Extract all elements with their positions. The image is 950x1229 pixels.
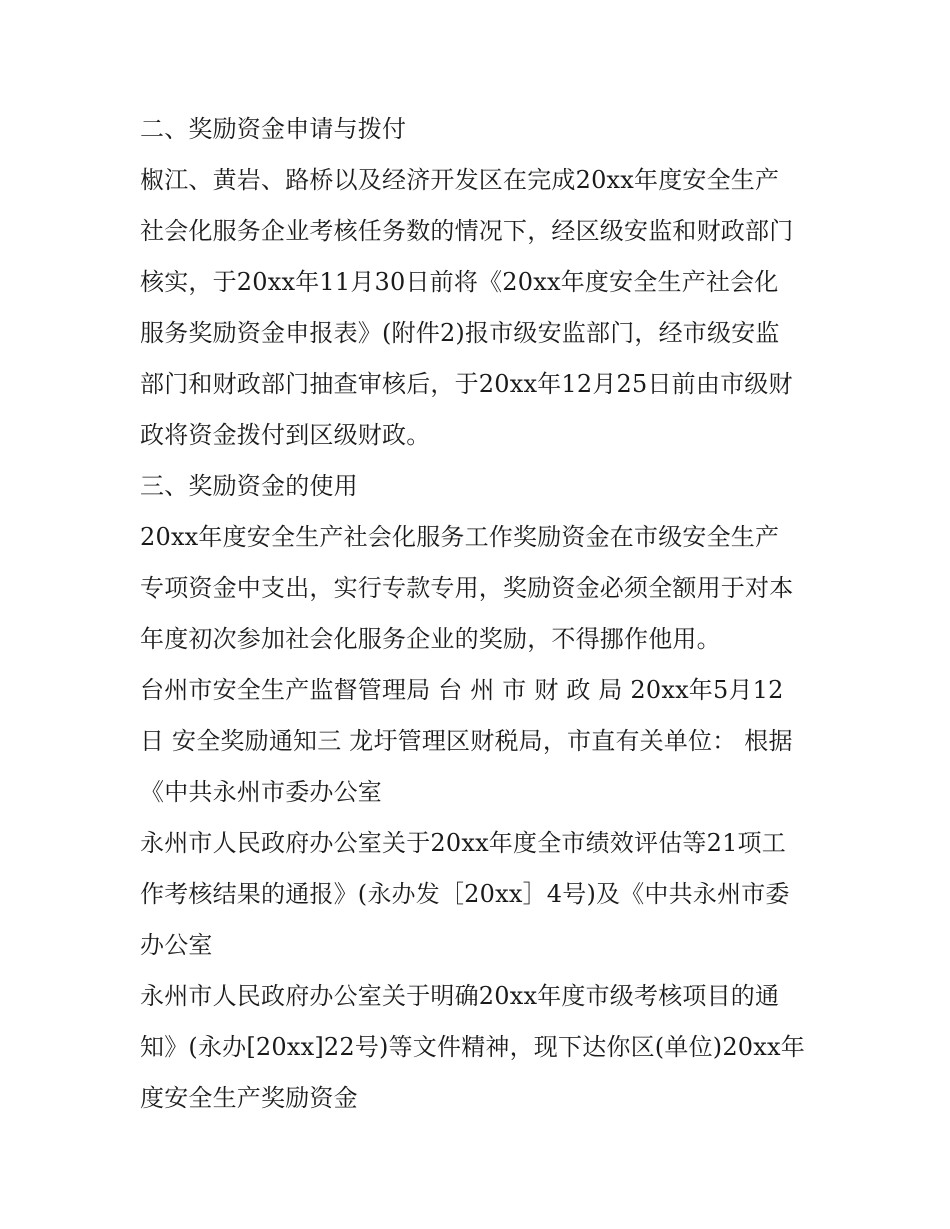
paragraph-line: 部门和财政部门抽查审核后，于20xx年12月25日前由市级财 xyxy=(140,370,793,398)
paragraph-line: 社会化服务企业考核任务数的情况下，经区级安监和财政部门 xyxy=(140,217,794,245)
paragraph-line: 日 安全奖励通知三 龙圩管理区财税局，市直有关单位： 根据 xyxy=(140,727,793,755)
section-heading-2: 二、奖励资金申请与拨付 xyxy=(140,115,407,143)
signature-line: 台州市安全生产监督管理局 台 州 市 财 政 局 20xx年5月12 xyxy=(140,676,784,704)
paragraph-line: 知》(永办[20xx]22号)等文件精神，现下达你区(单位)20xx年 xyxy=(140,1033,805,1061)
paragraph-line: 椒江、黄岩、路桥以及经济开发区在完成20xx年度安全生产 xyxy=(140,166,780,194)
paragraph-line: 服务奖励资金申报表》(附件2)报市级安监部门，经市级安监 xyxy=(140,319,780,347)
paragraph-line: 核实，于20xx年11月30日前将《20xx年度安全生产社会化 xyxy=(140,268,779,296)
paragraph-line: 20xx年度安全生产社会化服务工作奖励资金在市级安全生产 xyxy=(140,523,780,551)
paragraph-line: 作考核结果的通报》(永办发［20xx］4号)及《中共永州市委 xyxy=(140,880,790,908)
document-body xyxy=(140,104,820,1124)
paragraph-line: 度安全生产奖励资金 xyxy=(140,1084,358,1112)
paragraph-line: 政将资金拨付到区级财政。 xyxy=(140,421,431,449)
paragraph-line: 《中共永州市委办公室 xyxy=(140,778,382,806)
section-heading-3: 三、奖励资金的使用 xyxy=(140,472,358,500)
paragraph-line: 年度初次参加社会化服务企业的奖励，不得挪作他用。 xyxy=(140,625,721,653)
paragraph-line: 永州市人民政府办公室关于明确20xx年度市级考核项目的通 xyxy=(140,982,780,1010)
paragraph-line: 办公室 xyxy=(140,931,213,959)
paragraph-line: 永州市人民政府办公室关于20xx年度全市绩效评估等21项工 xyxy=(140,829,786,857)
paragraph-line: 专项资金中支出，实行专款专用，奖励资金必须全额用于对本 xyxy=(140,574,794,602)
